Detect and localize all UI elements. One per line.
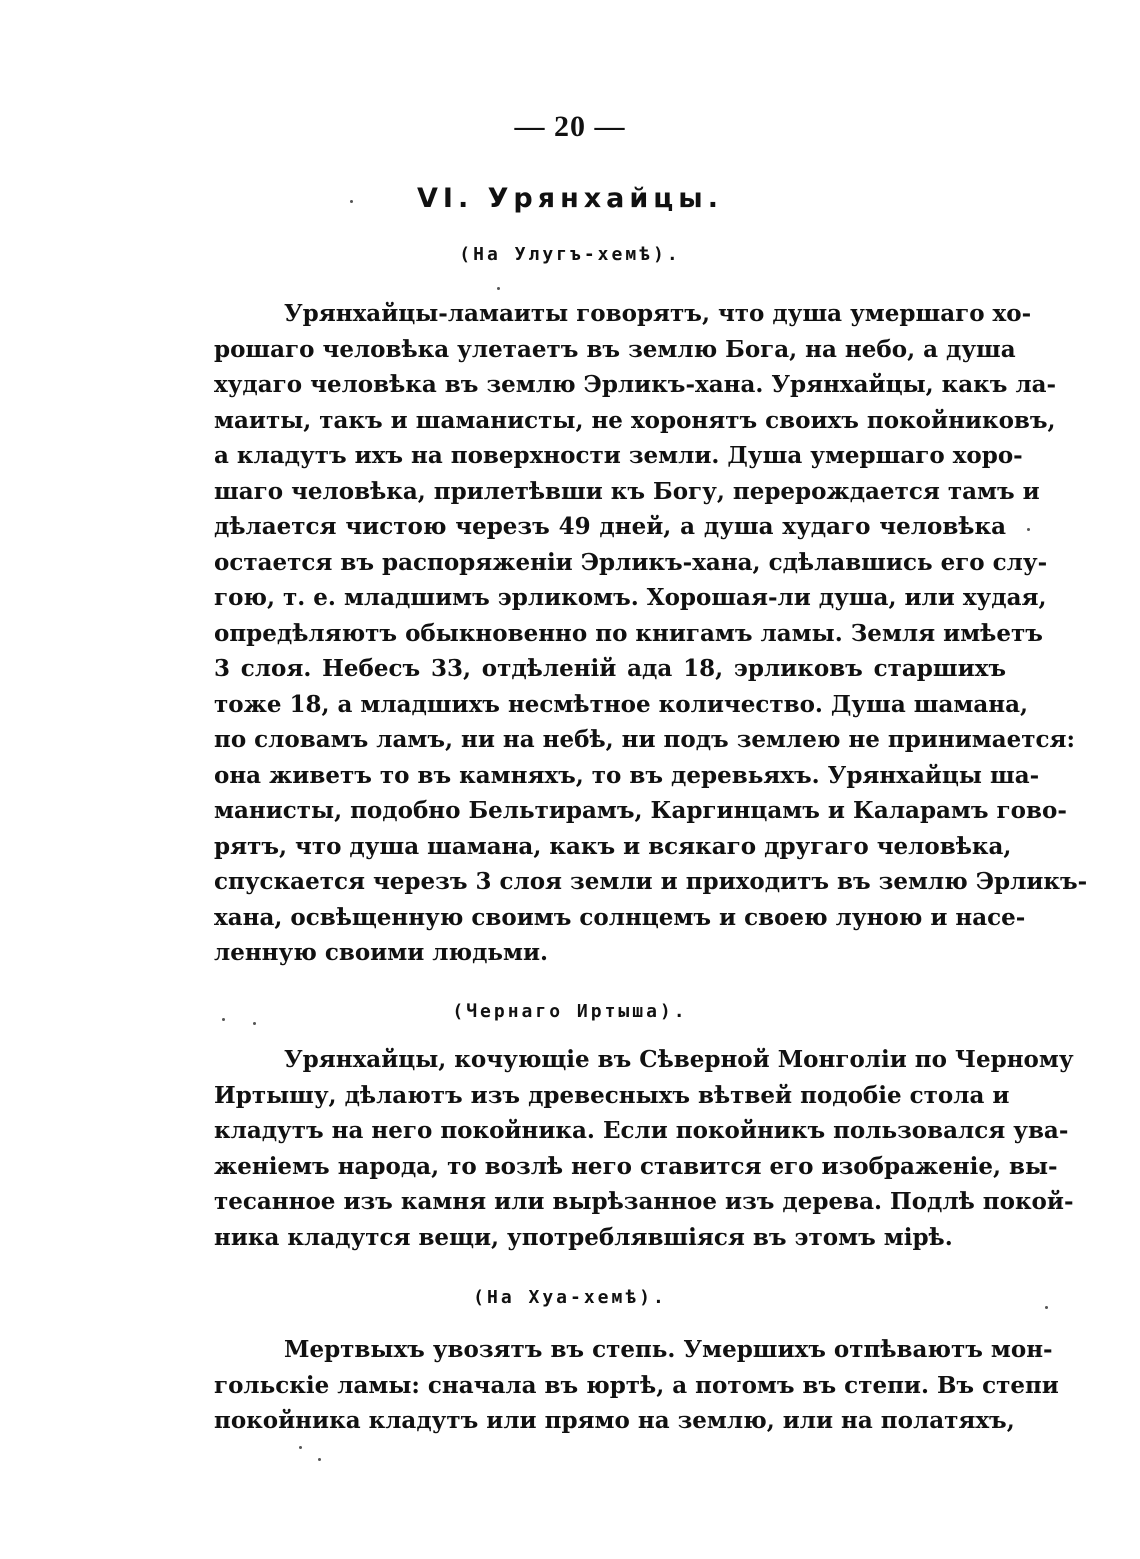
scan-speck <box>318 1458 321 1461</box>
text-line: манисты, подобно Бельтирамъ, Каргинцамъ и Каларамъ гово- <box>214 797 1067 824</box>
text-line: по словамъ ламъ, ни на небѣ, ни подъ землею не принимается: <box>214 726 1076 753</box>
paragraph-ulug-khem <box>214 296 1088 971</box>
text-line: покойника кладутъ или прямо на землю, или на полатяхъ, <box>214 1407 1015 1434</box>
text-line: остается въ распоряженіи Эрликъ-хана, сдѣлавшись его слу- <box>214 548 1048 576</box>
text-line: а кладутъ ихъ на поверхности земли. Душа умершаго хоро- <box>214 442 1023 469</box>
text-line: 3 слоя. Небесъ 33, отдѣленій ада 18, эрликовъ старшихъ <box>214 655 1006 682</box>
scan-speck <box>1027 528 1030 531</box>
section-heading-khua-khem: (На Хуа-хемѣ). <box>473 1287 667 1308</box>
page-number: — 20 — <box>514 110 626 143</box>
scan-speck <box>350 200 353 203</box>
section-heading-black-irtysh: (Чернаго Иртыша). <box>452 1001 688 1022</box>
text-line: ника кладутся вещи, употреблявшіяся въ этомъ мірѣ. <box>214 1223 953 1251</box>
section-heading-ulug-khem: (На Улугъ-хемѣ). <box>459 244 681 265</box>
paragraph-black-irtysh <box>214 1042 1074 1255</box>
text-line: кладутъ на него покойника. Если покойникъ пользовался ува- <box>214 1117 1069 1144</box>
text-line: шаго человѣка, прилетѣвши къ Богу, перерождается тамъ и <box>214 477 1040 505</box>
text-line: рошаго человѣка улетаетъ въ землю Бога, на небо, а душа <box>214 335 1016 363</box>
paragraph-khua-khem <box>214 1332 1059 1439</box>
text-line: Мертвыхъ увозятъ въ степь. Умершихъ отпѣваютъ мон- <box>284 1336 1053 1363</box>
text-line: ленную своими людьми. <box>214 939 549 966</box>
text-line: Урянхайцы, кочующіе въ Сѣверной Монголіи по Черному <box>284 1046 1074 1073</box>
scan-speck <box>299 1446 302 1449</box>
text-line: опредѣляютъ обыкновенно по книгамъ ламы. Земля имѣетъ <box>214 619 1043 647</box>
text-line: она живетъ то въ камняхъ, то въ деревьяхъ. Урянхайцы ша- <box>214 761 1040 789</box>
scan-speck <box>222 1018 225 1021</box>
text-line: дѣлается чистою черезъ 49 дней, а душа худаго человѣка <box>214 513 1006 540</box>
scan-speck <box>1045 1306 1048 1309</box>
text-line: тоже 18, а младшихъ несмѣтное количество. Душа шамана, <box>214 690 1028 718</box>
text-line: маиты, такъ и шаманисты, не хоронятъ своихъ покойниковъ, <box>214 406 1056 434</box>
text-line: рятъ, что душа шамана, какъ и всякаго другаго человѣка, <box>214 832 1012 860</box>
text-line: гою, т. е. младшимъ эрликомъ. Хорошая-ли душа, или худая, <box>214 584 1047 611</box>
scan-speck <box>497 287 500 290</box>
text-line: женіемъ народа, то возлѣ него ставится его изображеніе, вы- <box>214 1152 1058 1180</box>
text-line: спускается черезъ 3 слоя земли и приходитъ въ землю Эрликъ- <box>214 868 1088 895</box>
text-line: худаго человѣка въ землю Эрликъ-хана. Урянхайцы, какъ ла- <box>214 371 1057 398</box>
scan-speck <box>253 1022 256 1025</box>
text-line: хана, освѣщенную своимъ солнцемъ и своею луною и насе- <box>214 903 1026 931</box>
text-line: Урянхайцы-ламаиты говорятъ, что душа умершаго хо- <box>284 300 1032 327</box>
text-line: Иртышу, дѣлаютъ изъ древесныхъ вѣтвей подобіе стола и <box>214 1081 1010 1109</box>
text-line: гольскіе ламы: сначала въ юртѣ, а потомъ въ степи. Въ степи <box>214 1371 1059 1399</box>
chapter-title: VI. Урянхайцы. <box>417 183 723 214</box>
text-line: тесанное изъ камня или вырѣзанное изъ дерева. Подлѣ покой- <box>214 1188 1074 1215</box>
